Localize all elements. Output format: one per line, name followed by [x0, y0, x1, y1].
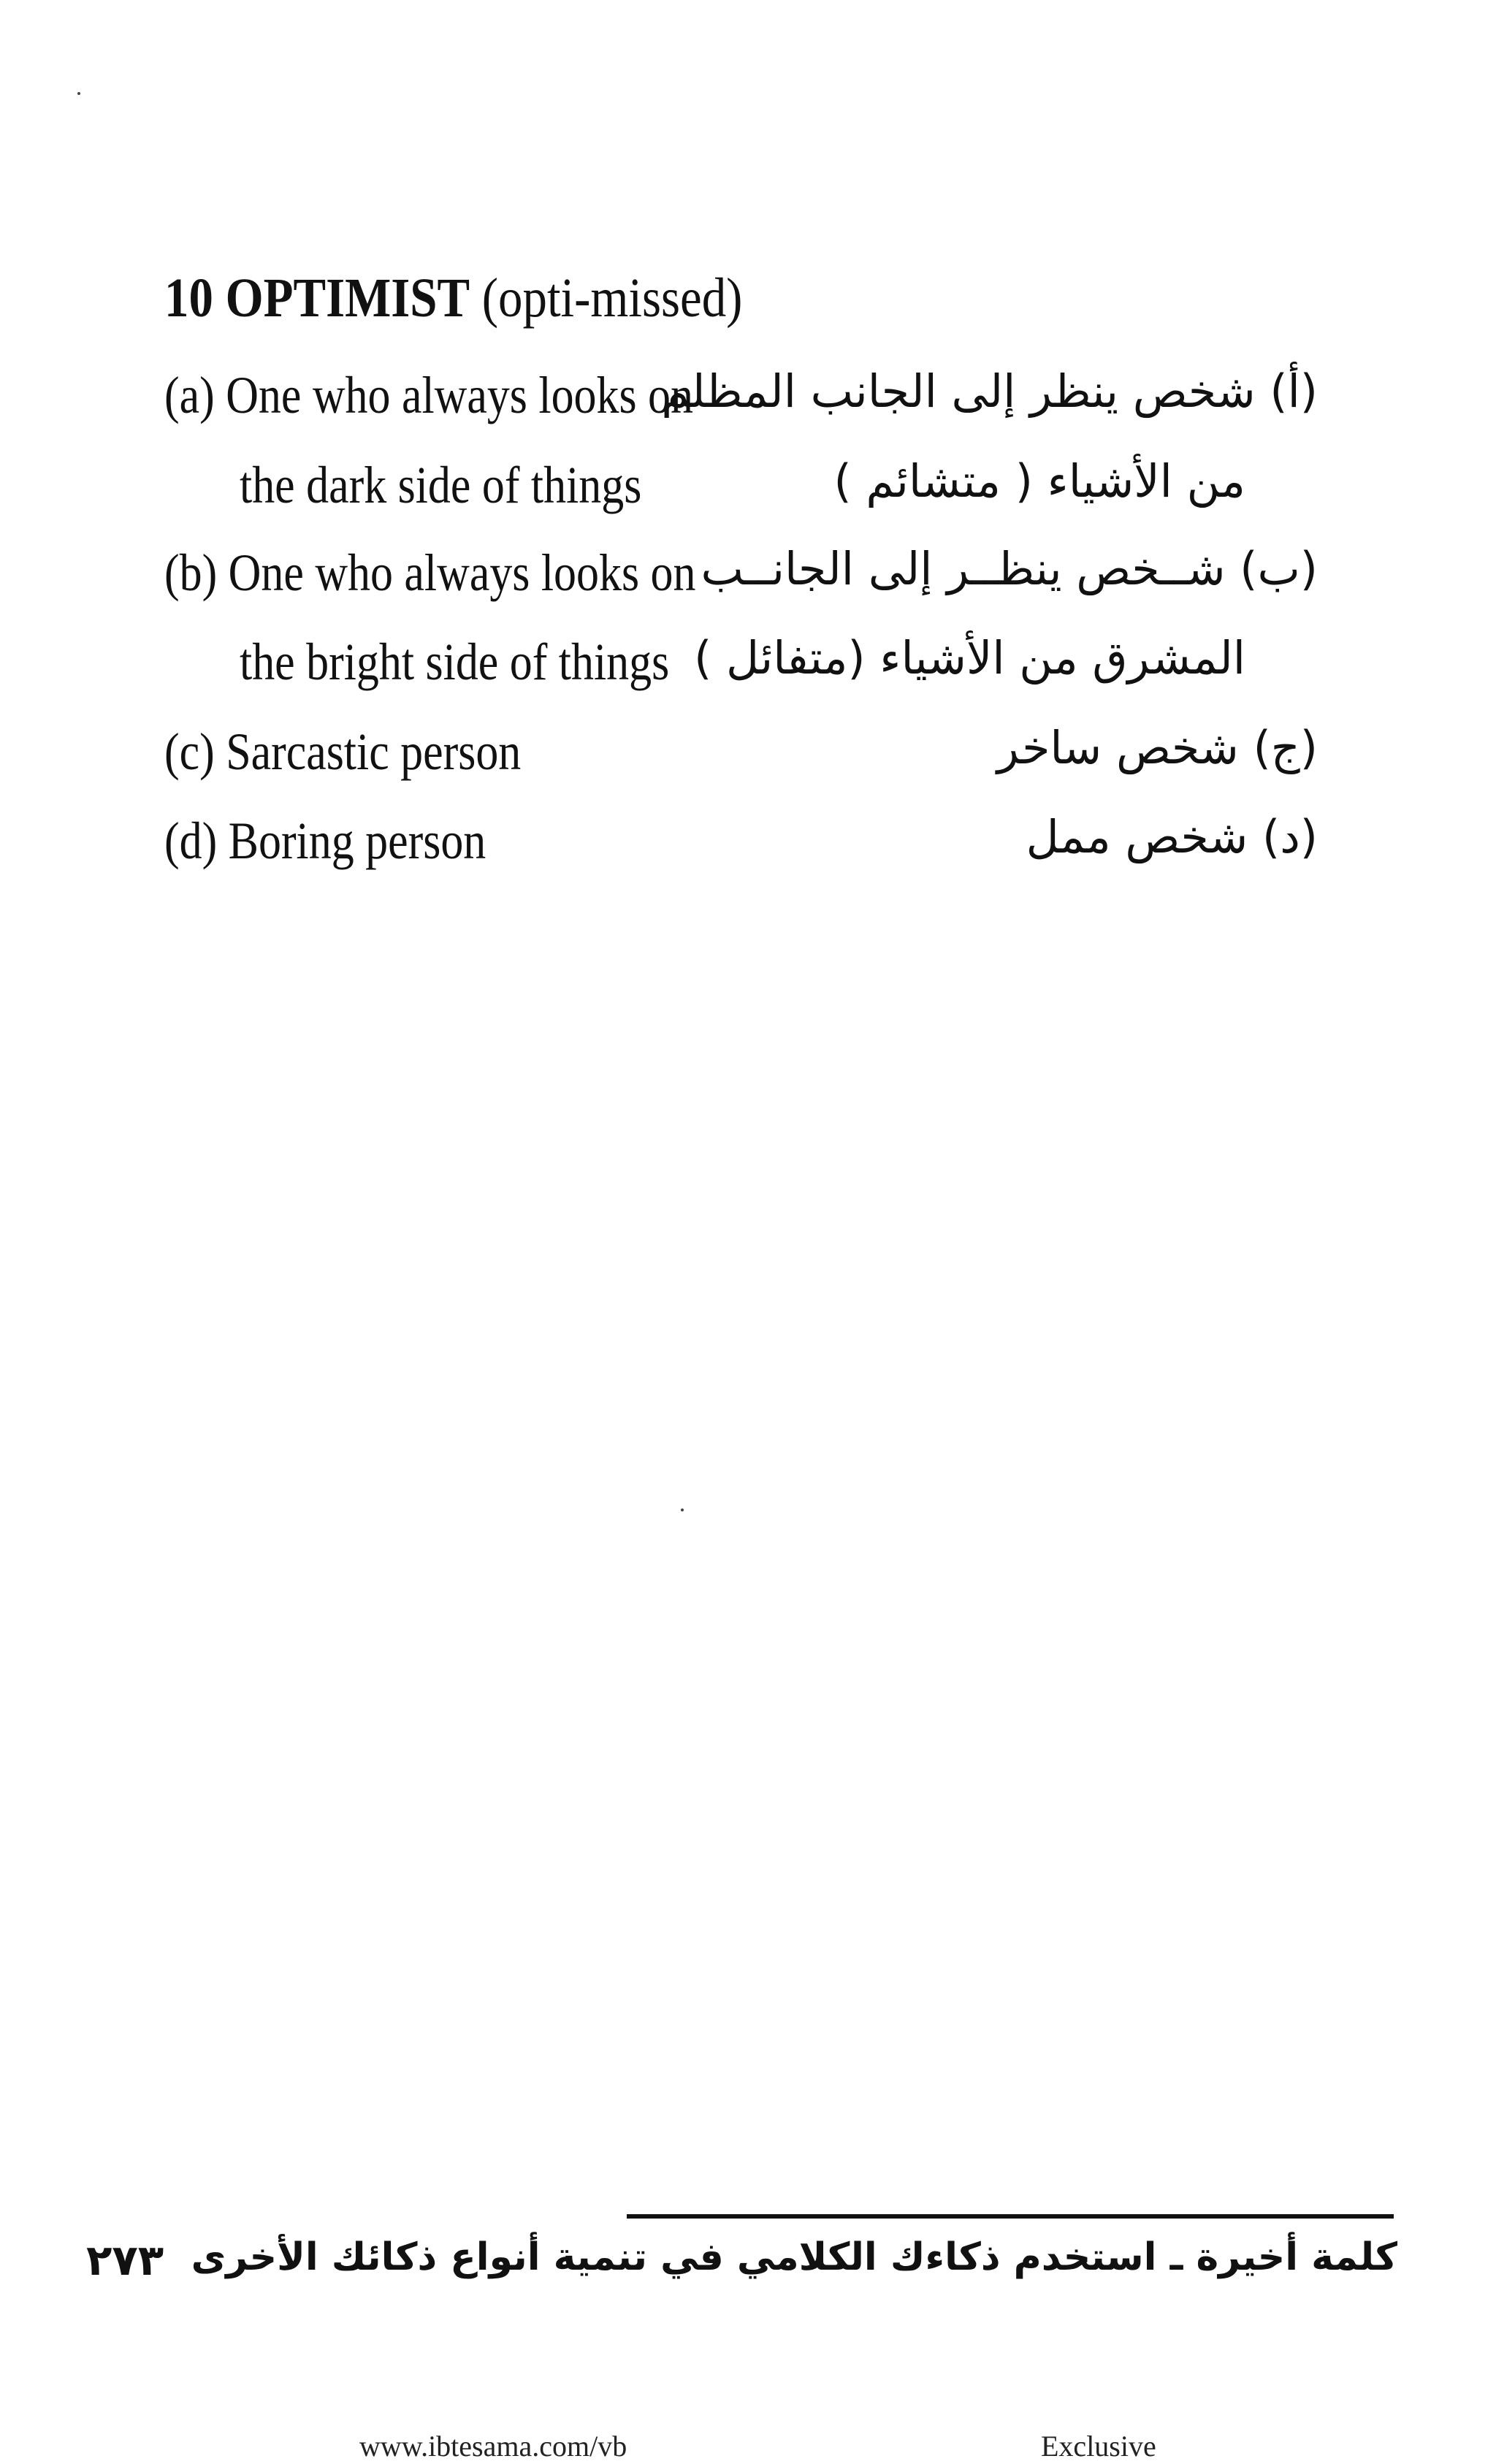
- option-a-en-line1: (a) One who always looks on: [164, 366, 693, 424]
- entry-pronunciation: (opti-missed): [481, 267, 743, 329]
- option-d-en: (d) Boring person: [164, 812, 486, 870]
- entry-heading: [164, 267, 743, 329]
- option-d-ar: (د) شخص ممل: [1026, 810, 1318, 863]
- scan-speck: [77, 92, 80, 95]
- option-b-en-line1: (b) One who always looks on: [164, 543, 696, 602]
- option-c-ar: (ج) شخص ساخر: [996, 721, 1318, 774]
- footer-rule: [627, 2214, 1394, 2219]
- page-number: ٢٧٣: [86, 2235, 164, 2285]
- option-a-ar-line2: من الأشياء ( متشائم ): [833, 454, 1245, 508]
- option-b-en-line2: the bright side of things: [240, 633, 670, 691]
- scan-speck: [681, 1508, 684, 1511]
- source-url: www.ibtesama.com/vb: [359, 2430, 627, 2463]
- option-c-en: (c) Sarcastic person: [164, 722, 522, 781]
- option-a-ar-line1: (أ) شخص ينظر إلى الجانب المظلم: [661, 365, 1318, 418]
- option-b-ar-line2: المشرق من الأشياء (متفائل ): [694, 631, 1245, 684]
- entry-word: 10 OPTIMIST: [164, 267, 470, 329]
- exclusive-tag: Exclusive: [1041, 2430, 1156, 2463]
- running-title: كلمة أخيرة ـ استخدم ذكاءك الكلامي في تنمية أنواع ذكائك الأخرى: [191, 2235, 1397, 2279]
- option-a-en-line2: the dark side of things: [240, 456, 642, 514]
- option-b-ar-line1: (ب) شــخص ينظــر إلى الجانــب: [701, 542, 1318, 595]
